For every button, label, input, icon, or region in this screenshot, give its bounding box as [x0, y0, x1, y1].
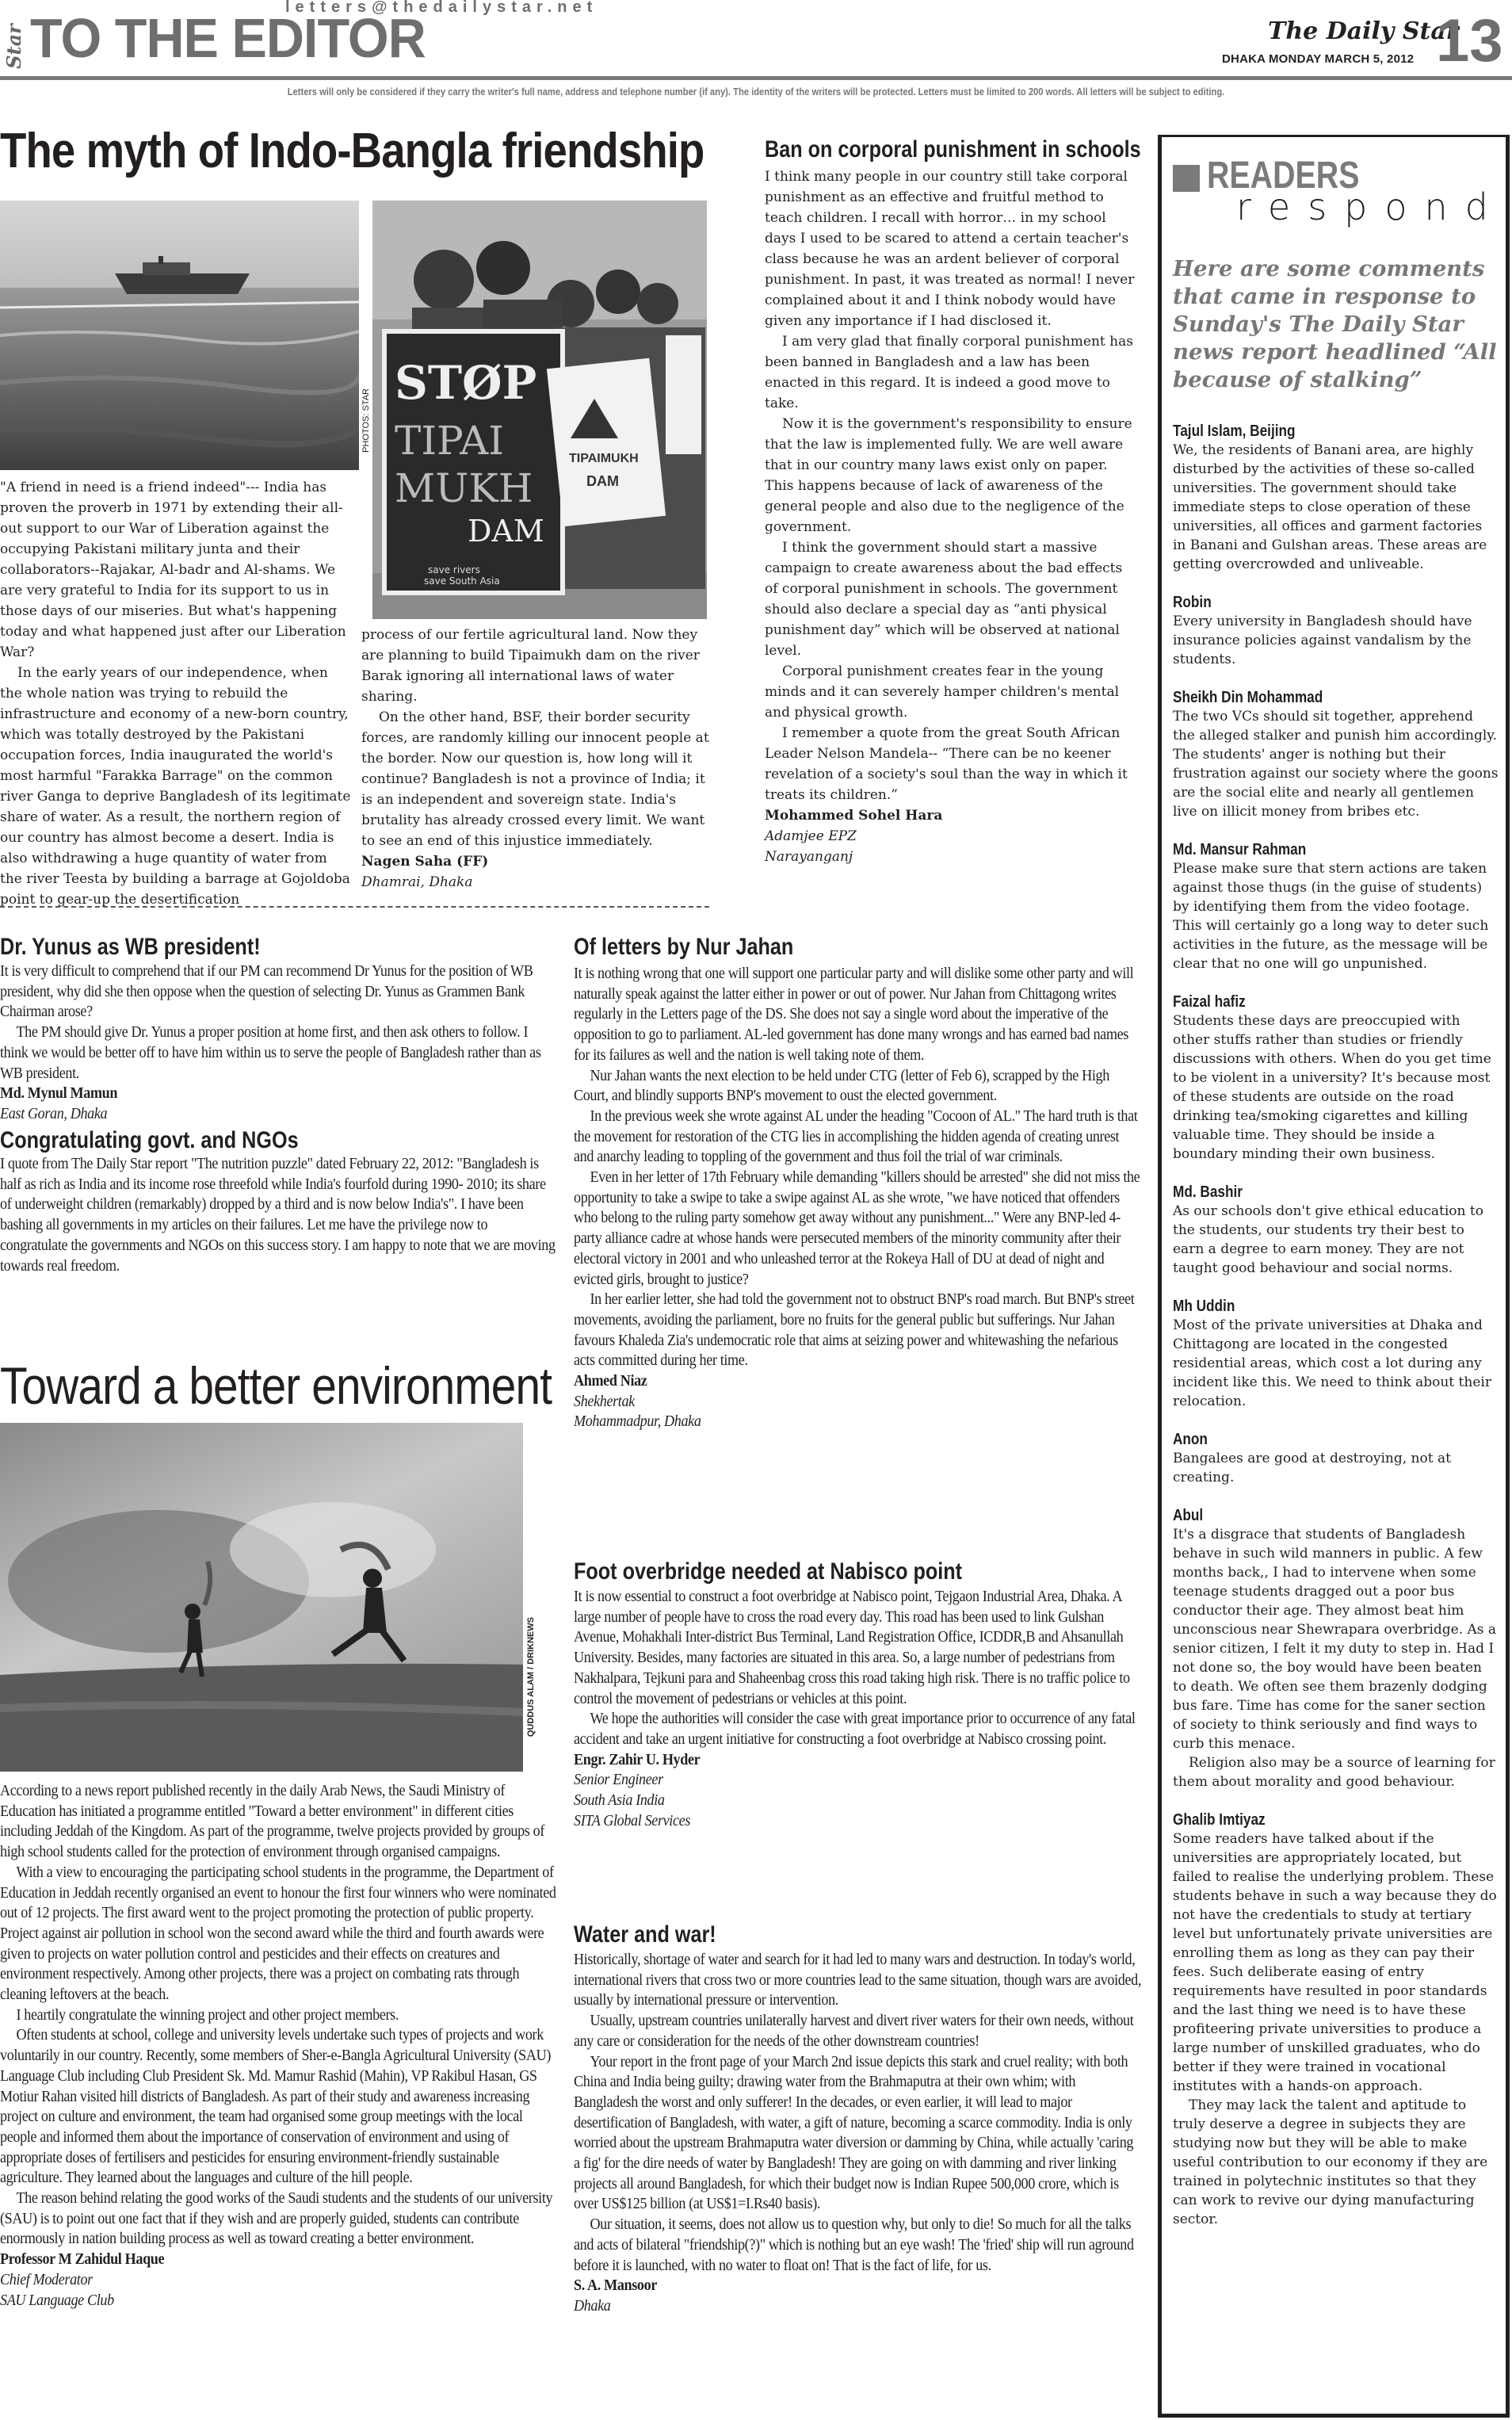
nurjahan-paragraph: Nur Jahan wants the next election to be held under CTG (letter of Feb 6), scrapped by the High Court, and blindly supports BNP's movement to oust the elected government.: [574, 1067, 1109, 1105]
nabisco-paragraph: We hope the authorities will consider the case with great importance prior to occurrence of any fatal accident and take an urgent initiative for constructing a foot overbridge at Nabisco crossing point.: [574, 1711, 1136, 1748]
svg-text:MUKH: MUKH: [395, 465, 533, 511]
svg-text:save rivers: save rivers: [428, 564, 480, 575]
reader-comment: [1173, 422, 1499, 574]
comment-text: Bangalees are good at destroying, not at creating.: [1173, 1451, 1451, 1485]
nurjahan-author-location: Shekhertak: [574, 1393, 635, 1410]
yunus-paragraph: It is very difficult to comprehend that if our PM can recommend Dr Yunus for the position of WB president, why did she then oppose when the question of selecting Dr. Yunus as Grammen Bank Chairman arose?: [0, 963, 533, 1021]
myth-paragraph: process of our fertile agricultural land. Now they are planning to build Tipaimukh dam on the river Barak ignoring all international laws of water sharing.: [361, 627, 700, 705]
children-running-image: [0, 1423, 523, 1772]
reader-comment: [1173, 840, 1499, 973]
reader-comment: [1173, 1183, 1499, 1278]
commenter-name: Ghalib Imtiyaz: [1173, 1811, 1266, 1829]
reader-comment: [1173, 992, 1499, 1164]
yunus-author-location: East Goran, Dhaka: [0, 1105, 108, 1122]
nurjahan-body: [574, 964, 1141, 1432]
commenter-name: Sheikh Din Mohammad: [1173, 689, 1323, 706]
myth-body-col1: [0, 477, 353, 910]
corporal-author: Mohammed Sohel Hara: [765, 808, 943, 824]
photo-children-running: [0, 1423, 523, 1772]
corporal-paragraph: Corporal punishment creates fear in the young minds and it can severely hamper children's mental and physical growth.: [765, 663, 1120, 721]
environment-author-location: SAU Language Club: [0, 2292, 114, 2309]
myth-paragraph: On the other hand, BSF, their border security forces, are randomly killing our innocent people at the border. Now our question is, how long will it continue? Bangladesh is not a province of India; it is an independent and sovereign state. India's brutality has already crossed every limit. We want to see an end of this injustice immediately.: [361, 709, 709, 849]
svg-text:TIPAIMUKH: TIPAIMUKH: [569, 452, 639, 465]
article-headline-ngos: Congratulating govt. and NGOs: [0, 1127, 299, 1153]
section-divider: [0, 906, 709, 908]
myth-paragraph: "A friend in need is a friend indeed"--- India has proven the proverb in 1971 by extending their all-out support to our War of Liberation against the occupying Pakistani military junta and their collaborators--Rajakar, Al-badr and Al-shams. We are very grateful to India for its support to us in those days of our miseries. But what's happening today and what happened just after our Liberation War?: [0, 480, 346, 660]
nurjahan-paragraph: It is nothing wrong that one will support one particular party and will dislike some other party and will naturally speak against the latter either in power or out of power. Nur Jahan from Chittagong writes regularly in the Letters page of the DS. She does not say a single word about the imperative of the opposition to go to parliament. AL-led government has done many wrongs and has earned bad names for its failures as well and the nation is well taking note of them.: [574, 965, 1134, 1064]
comment-text: Please make sure that stern actions are taken against those thugs (in the guise of students) by identifying them from the video footage. This will certainly go a long way to deter such activities in the future, as the message will be clear that no one will go unpunished.: [1173, 861, 1489, 972]
readers-respond-subtitle: respond: [1236, 185, 1506, 228]
myth-body-col2: [361, 625, 710, 893]
svg-text:STØP: STØP: [395, 356, 537, 410]
photo-grounded-boat: [0, 201, 359, 470]
comment-text: We, the residents of Banani area, are highly disturbed by the activities of these so-called universities. The government should take immediate steps to close operation of these universities, all offices and garment factories in Banani and Gulshan areas. These areas are getting overcrowded and unliveable.: [1173, 442, 1487, 572]
ngos-body: [0, 1154, 556, 1276]
photo-tipaimukh-protest: [372, 201, 707, 619]
commenter-name: Faizal hafiz: [1173, 993, 1246, 1011]
article-headline-nabisco: Foot overbridge needed at Nabisco point: [574, 1558, 963, 1585]
corporal-paragraph: I think the government should start a massive campaign to create awareness about the bad effects of corporal punishment in schools. The government should also declare a special day as “anti physical punishment day” which will be observed at national level.: [765, 540, 1123, 659]
corporal-paragraph: Now it is the government's responsibility to ensure that the law is implemented fully. We are well aware that in our country many laws exist only on paper. This happens because of lack of awareness of the general people and also due to the negligence of the government.: [765, 416, 1132, 535]
yunus-author: Md. Mynul Mamun: [0, 1085, 118, 1103]
reader-comment: [1173, 1297, 1499, 1411]
article-headline-corporal: Ban on corporal punishment in schools: [765, 136, 1141, 162]
commenter-name: Tajul Islam, Beijing: [1173, 422, 1296, 440]
nabisco-author-location: Senior Engineer: [574, 1772, 663, 1789]
environment-paragraph: I heartily congratulate the winning project and other project members.: [16, 2006, 399, 2024]
comment-text: Every university in Bangladesh should have insurance policies against vandalism by the students.: [1173, 614, 1472, 667]
water-paragraph: Our situation, it seems, does not allow us to question why, but only to die! So much for all the talks and acts of bilateral "friendship(?)" which is nothing but an eye wash! The 'fried' ship will run aground before it is launched, with no water to float on! That is the fact of life, for us.: [574, 2216, 1134, 2274]
commenter-name: Anon: [1173, 1431, 1208, 1448]
readers-respond-intro: Here are some comments that came in response to Sunday's The Daily Star news report headlined “All because of stalking”: [1173, 256, 1497, 392]
svg-text:DAM: DAM: [586, 473, 619, 489]
star-logo: Star: [2, 23, 25, 69]
nurjahan-author: Ahmed Niaz: [574, 1373, 647, 1390]
photo-credit-star: PHOTOS: STAR: [361, 388, 371, 453]
yunus-paragraph: The PM should give Dr. Yunus a proper position at home first, and then ask others to follow. I think we would be better off to have him within us to serve the people of Bangladesh rather than as WB president.: [0, 1024, 541, 1082]
corporal-author-location: Narayanganj: [765, 849, 853, 865]
protest-image: [372, 201, 707, 619]
svg-text:DAM: DAM: [468, 514, 544, 549]
comment-text: They may lack the talent and aptitude to truly deserve a degree in subjects they are studying now but they will be able to make useful contribution to our economy if they are trained in polytechnic institutes so that they can work to revive our dying manufacturing sector.: [1173, 2097, 1488, 2227]
svg-text:TIPAI: TIPAI: [395, 418, 505, 464]
water-paragraph: Historically, shortage of water and search for it had led to many wars and destruction. In today's world, international rivers that cross two or more countries lead to the same situation, though wars are avoided, usually by international pressure or intervention.: [574, 1952, 1141, 2009]
readers-comment-list: [1173, 422, 1499, 2229]
photo-credit-driknews: QUDDUS ALAM / DRIKNEWS: [526, 1617, 536, 1738]
svg-text:save South Asia: save South Asia: [424, 575, 500, 587]
corporal-paragraph: I am very glad that finally corporal punishment has been banned in Bangladesh and a law has been enacted in this regard. It is indeed a good move to take.: [765, 334, 1133, 411]
editor-email[interactable]: letters@thedailystar.net: [285, 0, 598, 16]
comment-text: As our schools don't give ethical education to the students, our students try their best to earn a degree to earn money. They are not taught good behaviour and social norms.: [1173, 1203, 1483, 1276]
myth-author: Nagen Saha (FF): [361, 854, 489, 870]
grounded-boat-image: [0, 201, 359, 470]
nurjahan-paragraph: In her earlier letter, she had told the government not to obstruct BNP's road march. But BNP's street movements, avoiding the parliament, bore no fruits for the general public but sufferings. Nur Jahan favours Khaleda Zia's undemocratic role that aims at seizing power and whitewashing the nefarious acts committed during her time.: [574, 1291, 1135, 1370]
comment-text: Religion also may be a source of learning for them about morality and good behaviour.: [1173, 1755, 1495, 1790]
dateline: DHAKA MONDAY MARCH 5, 2012: [1222, 52, 1415, 66]
corporal-paragraph: I think many people in our country still take corporal punishment as an effective and fruitful method to teach children. I recall with horror… in my school days I used to be scared to attend a certain teacher's class because he was an ardent believer of corporal punishment. In past, it was treated as normal! I never complained about it and I think nobody would have given any importance if I had disclosed it.: [765, 169, 1135, 329]
newspaper-logo: The Daily Star: [1268, 17, 1459, 45]
corporal-author-location: Adamjee EPZ: [765, 828, 857, 844]
commenter-name: Abul: [1173, 1507, 1204, 1524]
nabisco-author: Engr. Zahir U. Hyder: [574, 1751, 701, 1768]
environment-paragraph: According to a news report published recently in the daily Arab News, the Saudi Ministry of Education has initiated a programme entitled "Toward a better environment" in different cities including Jeddah of the Kingdom. As part of the programme, twelve projects provided by groups of high school students called for the protection of environment through organised campaigns.: [0, 1783, 545, 1861]
myth-author-location: Dhamrai, Dhaka: [361, 874, 473, 890]
reader-comment: [1173, 1810, 1499, 2229]
yunus-body: [0, 962, 556, 1125]
square-bullet-icon: [1173, 165, 1200, 192]
header-divider: [0, 76, 1512, 80]
section-title: TO THE EDITOR: [30, 7, 426, 69]
nurjahan-author-location: Mohammadpur, Dhaka: [574, 1413, 701, 1431]
environment-paragraph: Often students at school, college and university levels undertake such types of projects and work voluntarily in our country. Recently, some members of Sher-e-Bangla Agricultural University (SAU) Language Club including Club President Sk. Md. Mamur Rashid (Mahin), VP Rakibul Hasan, GS Motiur Rahan visited hill districts of Bangladesh. As part of their study and awareness increasing project on culture and environment, the team had organised some group meetings with the local people and informed them about the importance of conservation of environment and using of appropriate doses of fertilisers and pesticides for ensuring environment-friendly sustainable agriculture. They learned about the languages and culture of the hill people.: [0, 2027, 552, 2187]
nabisco-author-location: South Asia India: [574, 1792, 665, 1810]
comment-text: Students these days are preoccupied with other stuffs rather than studies or friendly discussions with others. When do you get time to be violent in a university? It's because most of these students are outside on the road drinking tea/smoking cigarettes and killing valuable time. They should be inside a boundary minding their own business.: [1173, 1013, 1491, 1162]
nurjahan-paragraph: Even in her letter of 17th February while demanding "killers should be arrested" she did not miss the opportunity to take a swipe to take a swipe against AL as she wrote, "we have noticed that offenders who belong to the ruling party somehow get away without any punishment..." Were any BNP-led 4-party alliance cadre at whose hands were persecuted members of the minority community after their electoral victory in 2001 and who unleashed terror at the Rokeya Hall of DU at dead of night and evicted girls, brought to justice?: [574, 1169, 1140, 1288]
comment-text: Most of the private universities at Dhaka and Chittagong are located in the congested residential areas, which cost a lot during any incident like this. We need to think about their relocation.: [1173, 1317, 1491, 1409]
commenter-name: Robin: [1173, 594, 1212, 611]
article-headline-myth: The myth of Indo-Bangla friendship: [0, 124, 704, 178]
reader-comment: [1173, 1430, 1499, 1487]
water-paragraph: Your report in the front page of your March 2nd issue depicts this stark and cruel reality; with both China and India being guilty; drawing water from the Brahmaputra at their own whim; with Bangladesh the worst and only sufferer! In the decades, or even earlier, it will lead to major desertification of Bangladesh, with water, a gift of nature, becoming a scarce commodity. India is only worried about the upstream Brahmaputra water diversion or damming by China, while actually 'caring a fig' for the dire needs of water by Bangladesh! They are going on with damming and river linking projects all around Bangladesh, for which their budget now is Indian Rupee 500,000 crore, which is over US$125 billion (at US$1=I.Rs40 basis).: [574, 2053, 1134, 2213]
water-paragraph: Usually, upstream countries unilaterally harvest and divert river waters for their own needs, without any care or consideration for the needs of the other downstream countries!: [574, 2013, 1134, 2050]
comment-text: The two VCs should sit together, apprehend the alleged stalker and punish him accordingly. The students' anger is nothing but their frustration against our society where the goons are the social elite and nearly all gentlemen live on illicit money from bribes etc.: [1173, 709, 1499, 820]
comment-text: It's a disgrace that students of Bangladesh behave in such wild manners in public. A few months back,, I had to intervene when some teenage students dragged out a poor bus conductor their age. They almost beat him unconscious near Shewrapara overbridge. As a senior citizen, I felt it my duty to step in. Had I not done so, the boy would have been beaten to death. We often see them brazenly dodging bus fare. Time has come for the saner section of society to think seriously and find ways to curb this menace.: [1173, 1527, 1497, 1752]
myth-paragraph: In the early years of our independence, when the whole nation was trying to rebuild the infrastructure and economy of a new-born country, which was totally destroyed by the Pakistani occupation forces, India inaugurated the world's most harmful "Farakka Barrage" on the common river Ganga to deprive Bangladesh of its legitimate share of water. As a result, the northern region of our country has almost become a desert. India is also withdrawing a huge quantity of water from the river Teesta by building a barrage at Gojoldoba point to gear-up the desertification: [0, 665, 351, 908]
nurjahan-paragraph: In the previous week she wrote against AL under the heading "Cocoon of AL." The hard truth is that the movement for restoration of the CTG lies in accomplishing the hidden agenda of creating unrest and anarchy leading to toppling of the government and thus foil the trial of war criminals.: [574, 1107, 1138, 1166]
article-headline-nurjahan: Of letters by Nur Jahan: [574, 934, 794, 960]
comment-text: Some readers have talked about if the universities are appropriately located, but failed to realise the underlying problem. These students behave in such a way because they do not have the credentials to study at tertiary level but unfortunately private universities are enrolling them as long as they can pay their fees. Such deliberate easing of entry requirements have resulted in poor standards and the last thing we need is to have these profiteering private universities to produce a large number of unskilled graduates, who do better if they were trained in vocational institutes with a hands-on approach.: [1173, 1831, 1497, 2094]
submission-notice: Letters will only be considered if they carry the writer's full name, address and telephone number (if any). The identity of the writers will be protected. Letters must be limited to 200 words. All letters will be subject to editing.: [287, 86, 1225, 97]
nabisco-paragraph: It is now essential to construct a foot overbridge at Nabisco point, Tejgaon Industrial Area, Dhaka. A large number of people have to cross the road every day. This road has been used to link Gulshan Avenue, Mohakhali Inter-district Bus Terminal, Land Registration Office, ICDDR,B and Ahsanullah University. Besides, many factories are situated in this area. So, a large number of pedestrians from Nakhalpara, Tejkuni para and Shaheenbag cross this road taking high risk. There is no traffic police to control the movement of pedestrians or vehicles at this point.: [574, 1588, 1130, 1707]
commenter-name: Md. Bashir: [1173, 1183, 1243, 1201]
water-author: S. A. Mansoor: [574, 2277, 658, 2295]
water-author-location: Dhaka: [574, 2297, 611, 2315]
commenter-name: Mh Uddin: [1173, 1298, 1235, 1315]
water-body: [574, 1950, 1141, 2317]
environment-paragraph: The reason behind relating the good works of the Saudi students and the students of our university (SAU) is to point out one fact that if they wish and are properly guided, students can contribute enormously in nation building process as well as toward creating a better environment.: [0, 2190, 553, 2248]
reader-comment: [1173, 688, 1499, 821]
environment-author: Professor M Zahidul Haque: [0, 2251, 165, 2269]
reader-comment: [1173, 593, 1499, 669]
ngos-paragraph: I quote from The Daily Star report "The nutrition puzzle" dated February 22, 2012: "Bangladesh is half as rich as India and its income rose threefold while India's fourfold during 1990- 2010; its share of underweight children (remarkably) dropped by a third and is now below India's". I have been bashing all governments in my articles on their failures. Let me have the privilege now to congratulate the governments and NGOs on this success story. I am happy to note that we are moving towards real freedom.: [0, 1156, 556, 1275]
article-headline-yunus: Dr. Yunus as WB president!: [0, 934, 261, 960]
corporal-paragraph: I remember a quote from the great South African Leader Nelson Mandela-- “There can be no keener revelation of a society's soul than the way in which it treats its children.”: [765, 725, 1128, 803]
environment-paragraph: With a view to encouraging the participating school students in the programme, the Department of Education in Jeddah recently organised an event to honour the first four winners who were nominated out of 12 projects. The first award went to the project promoting the protection of public property. Project against air pollution in school won the second award while the third and fourth awards were given to projects on water pollution control and pesticides and their effects on creatures and environment respectively. Among other projects, there was a project on combating rats through cleaning leftovers at the beach.: [0, 1864, 556, 2004]
reader-comment: [1173, 1506, 1499, 1791]
environment-author-location: Chief Moderator: [0, 2271, 93, 2288]
page-number: 13: [1436, 7, 1503, 75]
nabisco-body: [574, 1587, 1141, 1831]
corporal-body: [765, 166, 1137, 867]
article-headline-water: Water and war!: [574, 1921, 716, 1948]
nabisco-author-location: SITA Global Services: [574, 1812, 691, 1829]
readers-respond-title: READERS: [1207, 155, 1360, 197]
commenter-name: Md. Mansur Rahman: [1173, 841, 1307, 858]
environment-body: [0, 1781, 556, 2311]
article-headline-environment: Toward a better environment: [0, 1356, 552, 1415]
